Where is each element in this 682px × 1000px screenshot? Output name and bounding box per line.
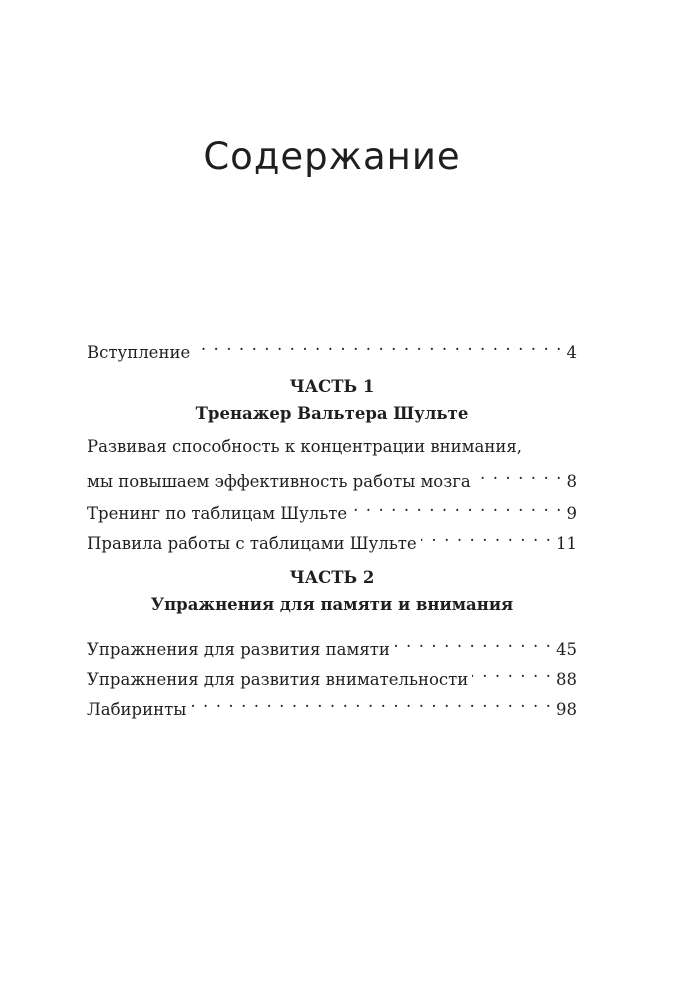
toc-entry-text: Упражнения для развития памяти xyxy=(87,640,390,659)
page-title: Содержание xyxy=(203,135,461,178)
toc-page-number: 88 xyxy=(556,670,577,689)
toc-entry[interactable] xyxy=(87,658,577,689)
dot-leader xyxy=(394,628,552,655)
toc-entry[interactable] xyxy=(87,628,577,659)
part-1-heading xyxy=(87,373,577,427)
dot-leader xyxy=(194,331,562,358)
toc-entry-text: Вступление xyxy=(87,343,191,362)
toc-entry-text: Упражнения для развития внимательности xyxy=(87,670,469,689)
toc-entry-text: Лабиринты xyxy=(87,700,187,719)
toc-entry-text: Тренинг по таблицам Шульте xyxy=(87,504,348,523)
toc-entry[interactable] xyxy=(87,688,577,719)
dot-leader xyxy=(472,658,552,685)
toc-entry-intro[interactable] xyxy=(87,331,577,362)
toc-page-number: 98 xyxy=(556,700,577,719)
toc-page-number: 9 xyxy=(566,504,577,523)
part-2-heading xyxy=(87,564,577,618)
toc-entry-text-line1: Развивая способность к концентрации внимания, xyxy=(87,437,522,456)
part-label: ЧАСТЬ 2 xyxy=(289,568,375,587)
toc-entry[interactable] xyxy=(87,433,577,491)
toc-page-number: 8 xyxy=(566,472,577,491)
part-title: Тренажер Вальтера Шульте xyxy=(195,404,469,423)
dot-leader xyxy=(351,492,562,519)
dot-leader xyxy=(475,460,563,487)
toc-entry-text: Правила работы с таблицами Шульте xyxy=(87,534,417,553)
toc-entry-text: мы повышаем эффективность работы мозга xyxy=(87,472,471,491)
toc-entry[interactable] xyxy=(87,492,577,523)
dot-leader xyxy=(190,688,552,715)
part-title: Упражнения для памяти и внимания xyxy=(150,595,514,614)
toc-entry[interactable] xyxy=(87,522,577,553)
toc-page-number: 4 xyxy=(566,343,577,362)
part-label: ЧАСТЬ 1 xyxy=(289,377,375,396)
toc-page-number: 11 xyxy=(556,534,577,553)
dot-leader xyxy=(421,522,552,549)
toc-page-number: 45 xyxy=(556,640,577,659)
